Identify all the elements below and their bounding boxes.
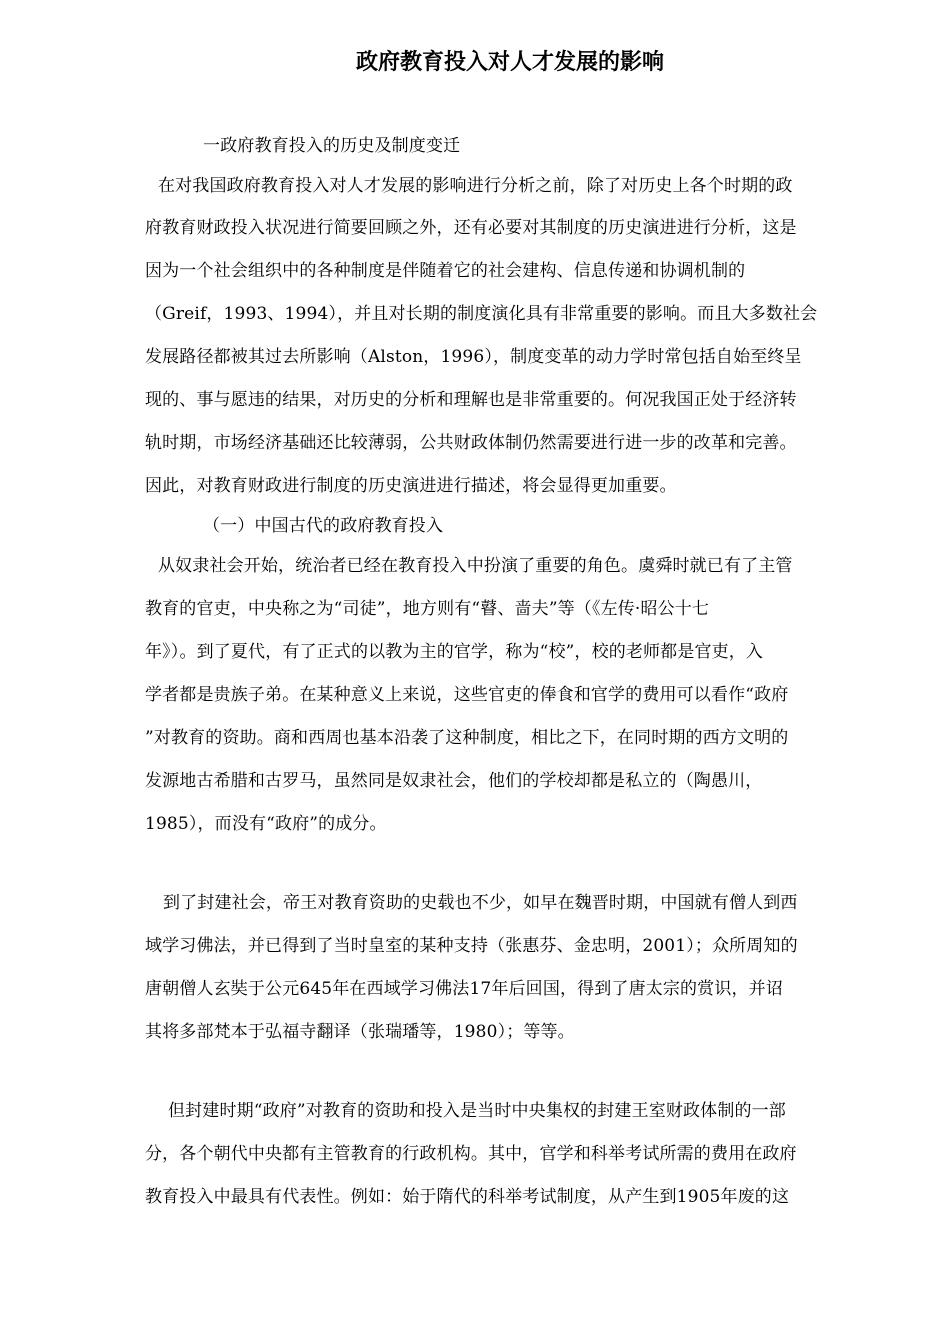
paragraph-line: 从奴隶社会开始，统治者已经在教育投入中扮演了重要的角色。虞舜时就已有了主管 [158, 556, 793, 576]
paragraph-line: 分，各个朝代中央都有主管教育的行政机构。其中，官学和科举考试所需的费用在政府 [145, 1144, 797, 1164]
paragraph-line: 但封建时期“政府”对教育的资助和投入是当时中央集权的封建王室财政体制的一部 [168, 1101, 786, 1121]
paragraph-line: 教育投入中最具有代表性。例如：始于隋代的科举考试制度，从产生到1905年废的这 [145, 1187, 790, 1207]
subsection-heading: （一）中国古代的政府教育投入 [203, 516, 444, 536]
paragraph-line: 发源地古希腊和古罗马，虽然同是奴隶社会，他们的学校却都是私立的（陶愚川， [145, 771, 763, 791]
paragraph-line: （Greif，1993、1994），并且对长期的制度演化具有非常重要的影响。而且大多数社会 [145, 304, 818, 324]
section-heading: 一政府教育投入的历史及制度变迁 [203, 136, 461, 156]
paragraph-line: 到了封建社会，帝王对教育资助的史载也不少，如早在魏晋时期，中国就有僧人到西 [163, 893, 798, 913]
paragraph-line: 因此，对教育财政进行制度的历史演进进行描述，将会显得更加重要。 [145, 476, 677, 496]
paragraph-line: ”对教育的资助。商和西周也基本沿袭了这种制度，相比之下，在同时期的西方文明的 [145, 728, 789, 748]
paragraph-line: 教育的官吏，中央称之为“司徒”，地方则有“瞽、啬夫”等（《左传·昭公十七 [145, 599, 710, 619]
paragraph-line: 府教育财政投入状况进行简要回顾之外，还有必要对其制度的历史演进进行分析，这是 [145, 218, 797, 238]
paragraph-line: 因为一个社会组织中的各种制度是伴随着它的社会建构、信息传递和协调机制的 [145, 261, 746, 281]
paragraph-line: 域学习佛法，并已得到了当时皇室的某种支持（张惠芬、金忠明，2001）；众所周知的 [145, 936, 798, 956]
paragraph-line: 年》）。到了夏代，有了正式的以教为主的官学，称为“校”，校的老师都是官吏，入 [145, 642, 764, 662]
paragraph-line: 轨时期，市场经济基础还比较薄弱，公共财政体制仍然需要进行进一步的改革和完善。 [145, 433, 797, 453]
paragraph-line: 发展路径都被其过去所影响（Alston，1996），制度变革的动力学时常包括自始至终呈 [145, 347, 802, 367]
paragraph-line: 学者都是贵族子弟。在某种意义上来说，这些官吏的俸食和官学的费用可以看作“政府 [145, 685, 789, 705]
paragraph-line: 在对我国政府教育投入对人才发展的影响进行分析之前，除了对历史上各个时期的政 [158, 176, 793, 196]
document-title: 政府教育投入对人才发展的影响 [355, 49, 664, 75]
paragraph-line: 1985），而没有“政府”的成分。 [145, 814, 387, 834]
paragraph-line: 现的、事与愿违的结果，对历史的分析和理解也是非常重要的。何况我国正处于经济转 [145, 390, 797, 410]
paragraph-line: 唐朝僧人玄奘于公元645年在西域学习佛法17年后回国，得到了唐太宗的赏识，并诏 [145, 979, 783, 999]
paragraph-line: 其将多部梵本于弘福寺翻译（张瑞璠等，1980）；等等。 [145, 1022, 575, 1042]
